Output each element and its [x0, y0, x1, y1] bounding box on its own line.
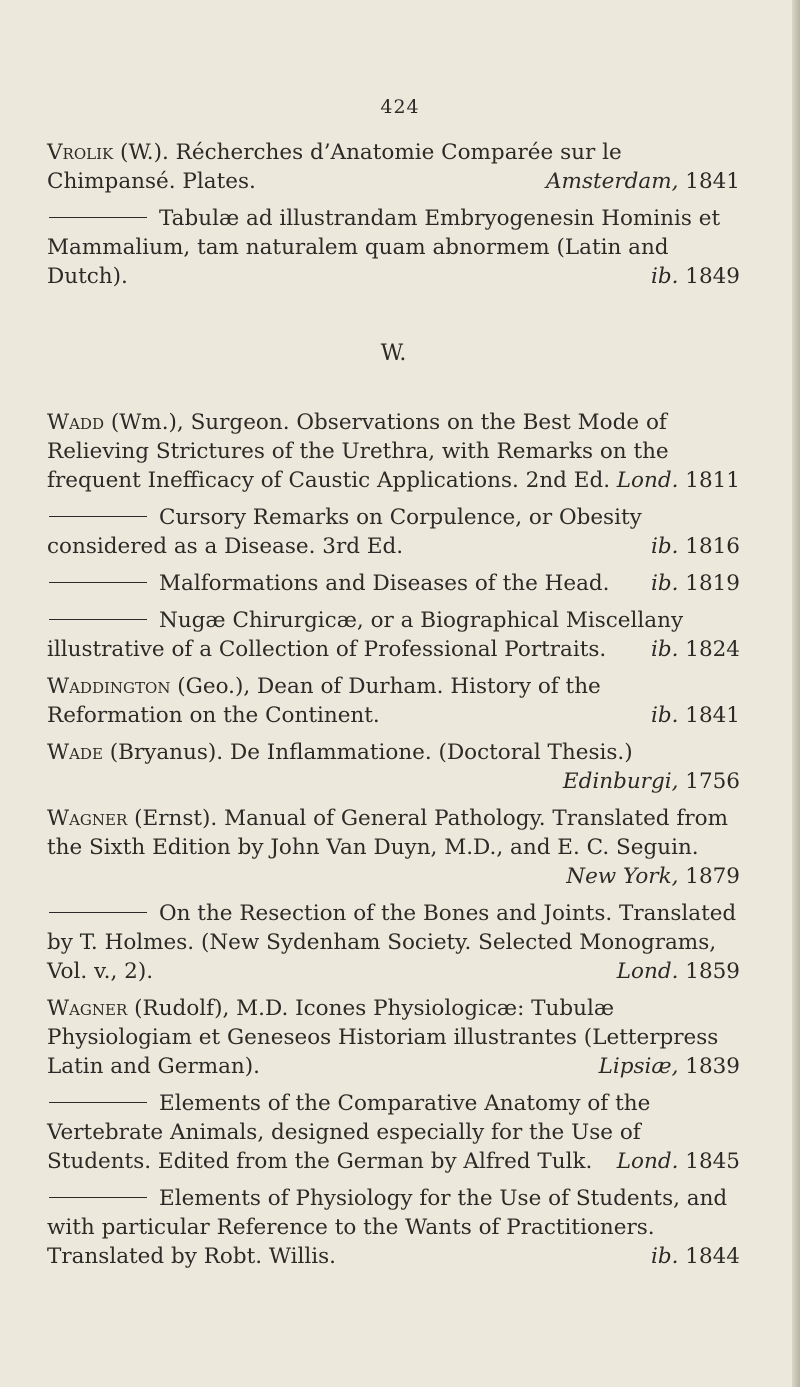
entry-title: Observations on the Best Mode of Relieving Strictures of the Urethra, with Remarks on the frequent Inefficacy of Caustic Applications. 2nd Ed.: [47, 410, 669, 493]
entry-place: ib.: [650, 637, 679, 662]
entry-place: ib.: [650, 1244, 679, 1269]
entry-title: Récherches d’Anatomie Comparée sur le Chimpansé. Plates.: [47, 140, 622, 194]
entry-author: Wadd: [47, 410, 104, 435]
entry-author-detail: (Ernst).: [127, 806, 218, 831]
entry-author: Vrolik: [47, 140, 114, 165]
entry-author: Waddington: [47, 674, 171, 699]
ditto-rule: [49, 912, 147, 913]
entry-imprint: [617, 1147, 740, 1176]
bibliography-entry: [47, 204, 740, 291]
entry-place: Lipsiæ,: [598, 1054, 679, 1079]
ditto-rule: [49, 516, 147, 517]
entry-place: Amsterdam,: [546, 169, 679, 194]
entry-imprint: [617, 466, 740, 495]
entry-imprint: [566, 862, 740, 891]
entry-imprint: [651, 635, 740, 664]
entry-title: On the Resection of the Bones and Joints. Translated by T. Holmes. (New Sydenham Society. Selected Monograms, Vol. v., 2).: [47, 901, 737, 984]
entry-author-detail: (Wm.), Surgeon.: [103, 410, 290, 435]
page-edge: [792, 0, 800, 1387]
ditto-rule: [49, 1102, 147, 1103]
entry-author: Wagner: [47, 806, 128, 831]
entry-imprint: [651, 701, 740, 730]
entry-imprint: [546, 167, 740, 196]
entry-year: 1819: [678, 571, 740, 596]
bibliography-entry: [47, 804, 740, 891]
entry-year: 1824: [678, 637, 740, 662]
entry-author-detail: (Rudolf), M.D.: [127, 996, 289, 1021]
entry-place: New York,: [566, 864, 679, 889]
entry-year: 1756: [678, 769, 740, 794]
entry-imprint: [651, 1242, 740, 1271]
entry-title: Icones Physiologicæ: Tubulæ Physiologiam et Geneseos Historiam illustrantes (Letterpress Latin and German).: [47, 996, 719, 1079]
entry-place: Lond.: [616, 959, 679, 984]
entry-imprint: [651, 569, 740, 598]
bibliography-entry: [47, 738, 740, 796]
entry-place: Lond.: [616, 468, 679, 493]
ditto-rule: [49, 217, 147, 218]
entry-year: 1849: [678, 264, 740, 289]
entry-title: History of the Reformation on the Continent.: [47, 674, 601, 728]
entry-title: De Inflammatione. (Doctoral Thesis.): [223, 740, 633, 765]
bibliography-entry: [47, 1089, 740, 1176]
entry-place: Edinburgi,: [562, 769, 679, 794]
entry-author-detail: (Bryanus).: [102, 740, 224, 765]
entry-title: Tabulæ ad illustrandam Embryogenesin Hominis et Mammalium, tam naturalem quam abnormem (Latin and Dutch).: [47, 206, 721, 289]
entry-title: Nugæ Chirurgicæ, or a Biographical Miscellany illustrative of a Collection of Professional Portraits.: [47, 608, 684, 662]
entry-author: Wade: [47, 740, 103, 765]
bibliography-entry: [47, 672, 740, 730]
bibliography-entry: [47, 569, 740, 598]
entry-author-detail: (Geo.), Dean of Durham.: [170, 674, 444, 699]
entry-year: 1816: [678, 534, 740, 559]
entry-imprint: [651, 532, 740, 561]
entry-imprint: [617, 957, 740, 986]
entry-title: Elements of the Comparative Anatomy of the Vertebrate Animals, designed especially for the Use of Students. Edited from the German by Alfred Tulk.: [47, 1091, 651, 1174]
entry-year: 1844: [678, 1244, 740, 1269]
bibliography-entry: [47, 408, 740, 495]
entry-imprint: [651, 262, 740, 291]
entry-year: 1839: [678, 1054, 740, 1079]
ditto-rule: [49, 619, 147, 620]
bibliography-entry: [47, 994, 740, 1081]
bibliography-list: [47, 138, 740, 1279]
bibliography-entry: [47, 899, 740, 986]
entry-year: 1841: [678, 169, 740, 194]
page-number: 424: [380, 96, 420, 118]
entry-year: 1879: [678, 864, 740, 889]
entry-title: Malformations and Diseases of the Head.: [159, 571, 610, 596]
entry-year: 1841: [678, 703, 740, 728]
entry-author-detail: (W.).: [113, 140, 169, 165]
entry-imprint: [599, 1052, 740, 1081]
entry-imprint: [563, 767, 740, 796]
entry-place: ib.: [650, 264, 679, 289]
entry-title: Elements of Physiology for the Use of Students, and with particular Reference to the Wants of Practitioners. Translated by Robt. Willis.: [47, 1186, 728, 1269]
entry-place: Lond.: [616, 1149, 679, 1174]
bibliography-entry: [47, 138, 740, 196]
section-letter: W.: [380, 341, 407, 366]
ditto-rule: [49, 1197, 147, 1198]
bibliography-entry: [47, 1184, 740, 1271]
entry-year: 1845: [678, 1149, 740, 1174]
bibliography-entry: [47, 503, 740, 561]
entry-title: Cursory Remarks on Corpulence, or Obesity considered as a Disease. 3rd Ed.: [47, 505, 642, 559]
entry-year: 1811: [678, 468, 740, 493]
entry-place: ib.: [650, 703, 679, 728]
entry-author: Wagner: [47, 996, 128, 1021]
entry-year: 1859: [678, 959, 740, 984]
entry-title: Manual of General Pathology. Translated from the Sixth Edition by John Van Duyn, M.D., and E. C. Seguin.: [47, 806, 728, 860]
entry-place: ib.: [650, 534, 679, 559]
bibliography-entry: [47, 606, 740, 664]
entry-place: ib.: [650, 571, 679, 596]
ditto-rule: [49, 582, 147, 583]
